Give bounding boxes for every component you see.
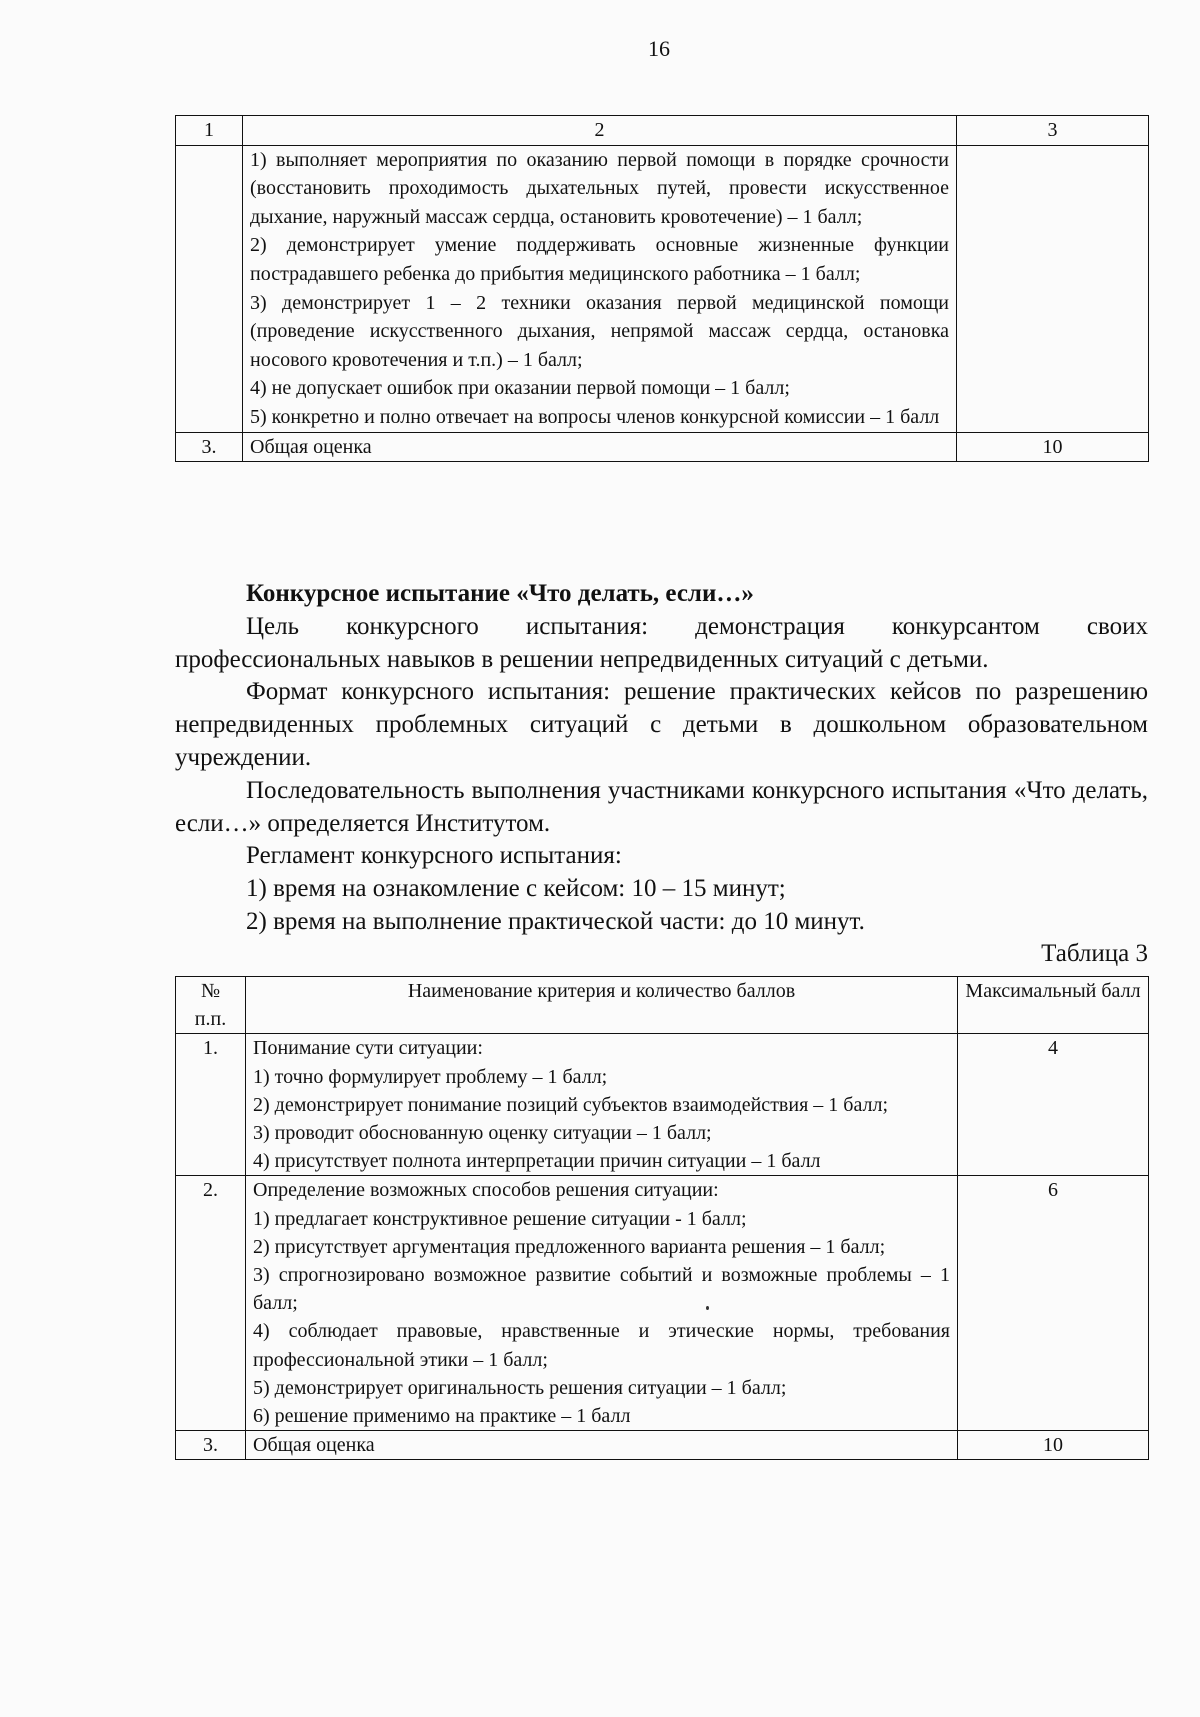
header-criterion: Наименование критерия и количество баллов xyxy=(246,977,958,1034)
page-number: 16 xyxy=(648,36,670,61)
sequence-paragraph: Последовательность выполнения участниками конкурсного испытания «Что делать, если…» определяется Институтом. xyxy=(175,776,1148,837)
table-header-row xyxy=(176,116,1149,146)
criterion-item: 6) решение применимо на практике – 1 балл xyxy=(253,1405,631,1428)
total-row xyxy=(176,1431,1149,1460)
criterion-item: 3) проводит обоснованную оценку ситуации – 1 балл; xyxy=(253,1122,712,1145)
header-cell-1: 1 xyxy=(176,116,243,146)
criterion-title: Понимание сути ситуации: xyxy=(253,1037,483,1060)
total-score: 10 xyxy=(957,432,1149,462)
row-number: 3. xyxy=(176,432,243,462)
table-caption: Таблица 3 xyxy=(1041,940,1148,967)
header-max-score: Максимальный балл xyxy=(958,977,1149,1034)
criterion-title: Определение возможных способов решения ситуации: xyxy=(253,1179,719,1202)
time-item: 1) время на ознакомление с кейсом: 10 – 15 минут; xyxy=(246,875,786,903)
max-score: 4 xyxy=(958,1034,1149,1176)
total-label: Общая оценка xyxy=(246,1431,958,1460)
table-header-row xyxy=(176,977,1149,1034)
table-row xyxy=(176,1034,1149,1176)
criterion-item: 5) демонстрирует оригинальность решения ситуации – 1 балл; xyxy=(253,1376,787,1399)
criteria-cell xyxy=(246,1176,958,1431)
score-cell xyxy=(957,145,1149,432)
criteria-cell xyxy=(246,1034,958,1176)
time-item: 2) время на выполнение практической части: до 10 минут. xyxy=(246,907,865,935)
table-row xyxy=(176,145,1149,432)
criterion-item: 1) выполняет мероприятия по оказанию первой помощи в порядке срочности (восстановить проходимость дыхательных путей, провести искусственное дыхание, наружный массаж сердца, остановить кровотечение) – 1 балл; xyxy=(250,148,949,228)
total-label: Общая оценка xyxy=(243,432,957,462)
criterion-item: 2) присутствует аргументация предложенного варианта решения – 1 балл; xyxy=(253,1235,886,1258)
criterion-item: 3) спрогнозировано возможное развитие событий и возможные проблемы – 1 балл; xyxy=(253,1264,950,1315)
criterion-item: 1) точно формулирует проблему – 1 балл; xyxy=(253,1065,608,1088)
criterion-item: 4) соблюдает правовые, нравственные и этические нормы, требования профессиональной этики – 1 балл; xyxy=(253,1320,950,1371)
section-heading: Конкурсное испытание «Что делать, если…» xyxy=(246,580,754,607)
criteria-table-3 xyxy=(175,976,1149,1460)
scan-speck xyxy=(706,1306,709,1310)
row-number: 2. xyxy=(176,1176,246,1431)
criterion-item: 4) присутствует полнота интерпретации причин ситуации – 1 балл xyxy=(253,1150,821,1173)
header-cell-3: 3 xyxy=(957,116,1149,146)
header-num: № п.п. xyxy=(176,977,246,1034)
section-what-to-do-if xyxy=(175,578,1148,939)
criterion-item: 2) демонстрирует умение поддерживать основные жизненные функции пострадавшего ребенка до прибытия медицинского работника – 1 балл; xyxy=(250,234,949,285)
goal-paragraph: Цель конкурсного испытания: демонстрация конкурсантом своих профессиональных навыков в решении непредвиденных ситуаций с детьми. xyxy=(175,612,1148,673)
row-number: 3. xyxy=(176,1431,246,1460)
criterion-item: 3) демонстрирует 1 – 2 техники оказания первой медицинской помощи (проведение искусственного дыхания, непрямой массаж сердца, остановка носового кровотечения и т.п.) – 1 балл; xyxy=(250,291,949,371)
criteria-table-continued xyxy=(175,115,1149,462)
max-score: 6 xyxy=(958,1176,1149,1431)
total-row xyxy=(176,432,1149,462)
criterion-item: 4) не допускает ошибок при оказании первой помощи – 1 балл; xyxy=(250,377,790,400)
row-number-cell xyxy=(176,145,243,432)
format-paragraph: Формат конкурсного испытания: решение практических кейсов по разрешению непредвиденных проблемных ситуаций с детьми в дошкольном образовательном учреждении. xyxy=(175,678,1148,771)
criterion-item: 5) конкретно и полно отвечает на вопросы членов конкурсной комиссии – 1 балл xyxy=(250,405,940,428)
regulation-paragraph: Регламент конкурсного испытания: xyxy=(246,842,622,870)
total-score: 10 xyxy=(958,1431,1149,1460)
header-cell-2: 2 xyxy=(243,116,957,146)
table-row xyxy=(176,1176,1149,1431)
criteria-cell xyxy=(243,145,957,432)
row-number: 1. xyxy=(176,1034,246,1176)
criterion-item: 2) демонстрирует понимание позиций субъектов взаимодействия – 1 балл; xyxy=(253,1093,889,1116)
criterion-item: 1) предлагает конструктивное решение ситуации - 1 балл; xyxy=(253,1207,747,1230)
